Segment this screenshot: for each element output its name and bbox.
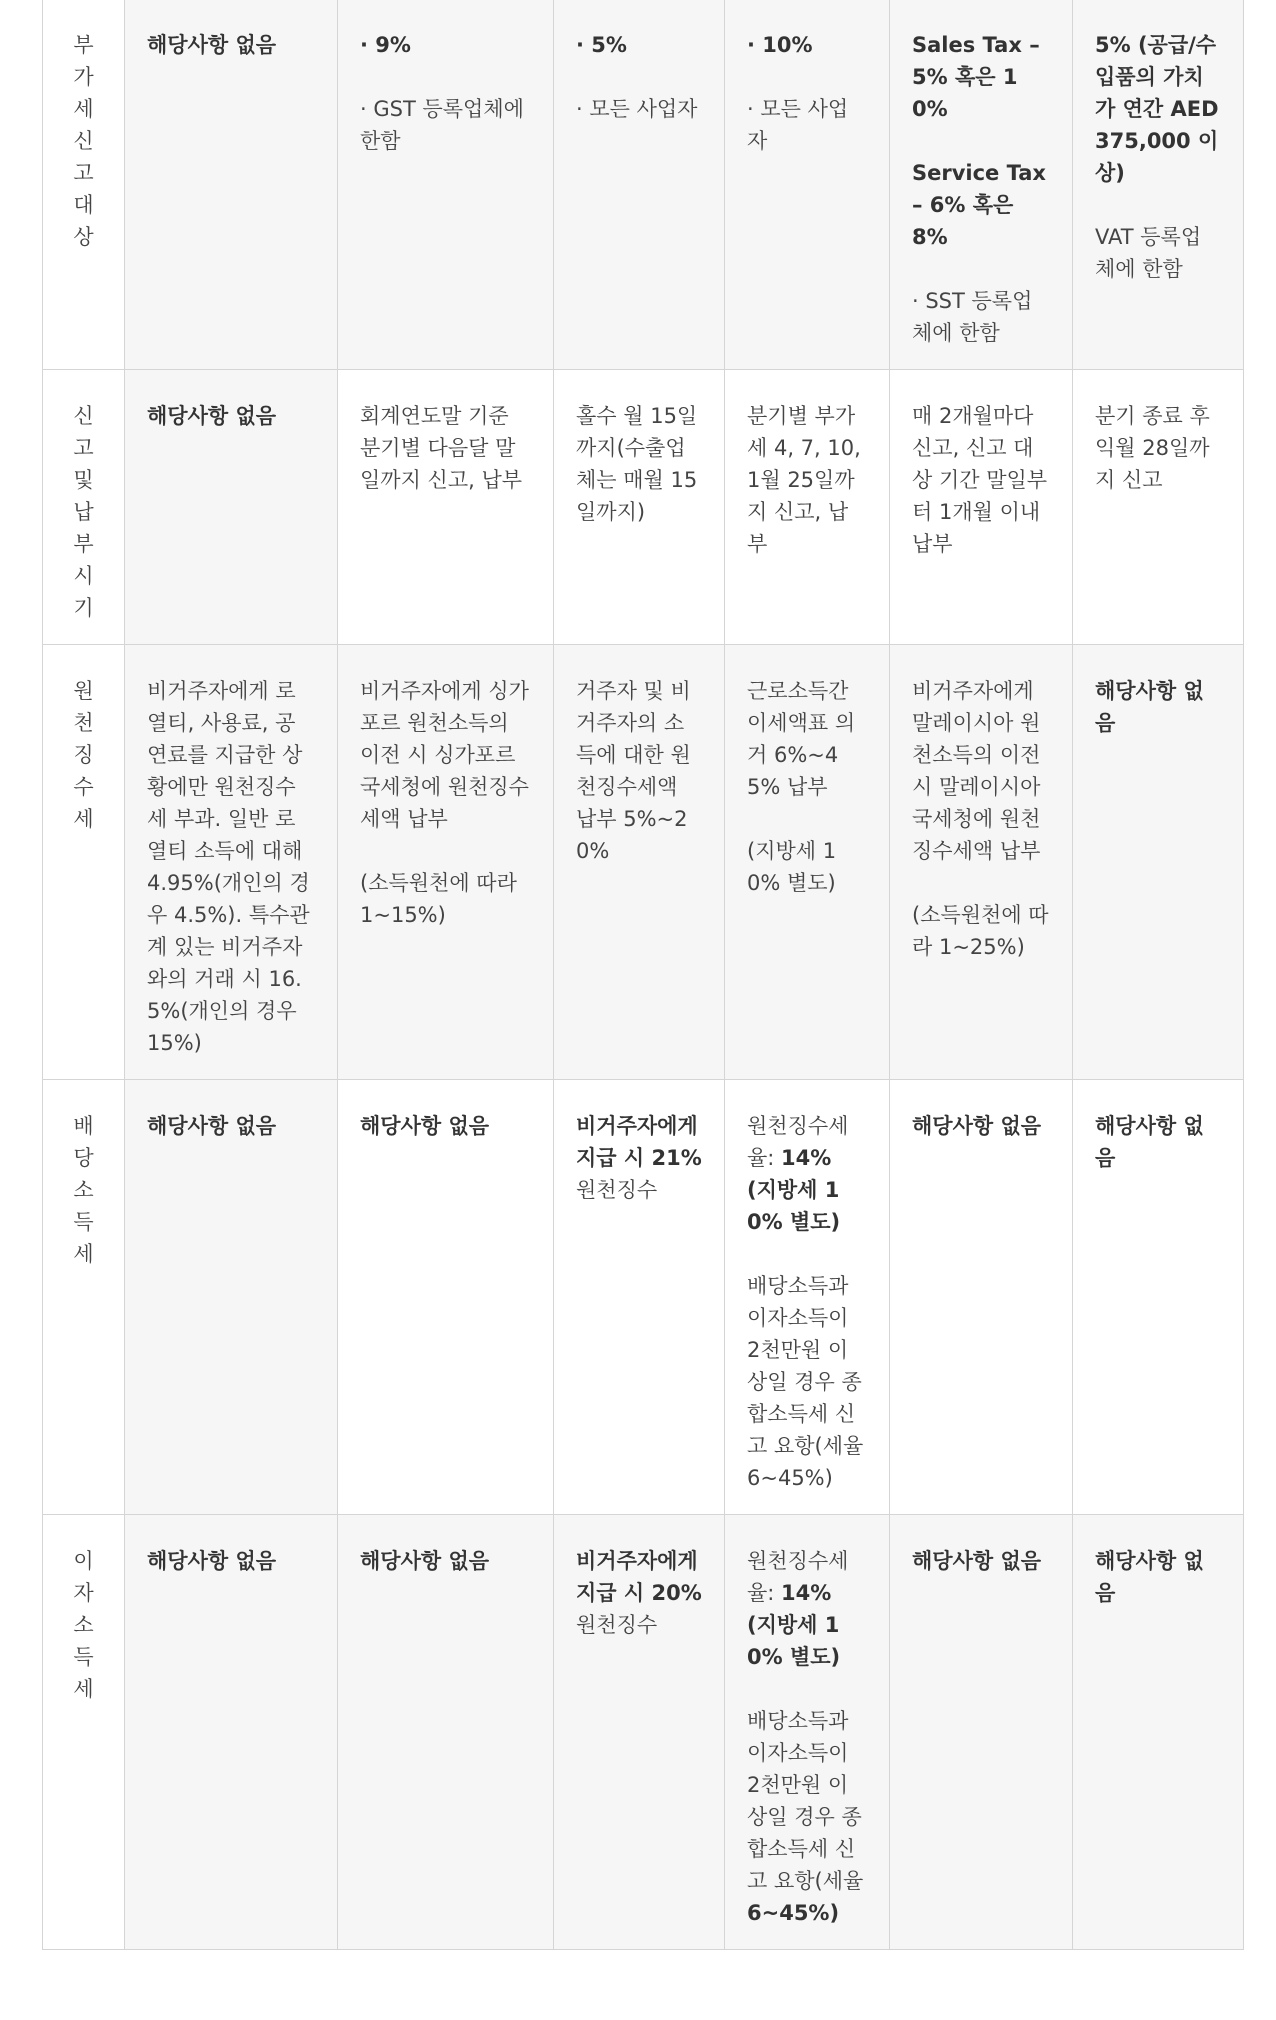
- table-body: [43, 0, 1244, 1950]
- cell-text-bold: Service Tax – 6% 혹은 8%: [912, 161, 1046, 249]
- table-row: [43, 645, 1244, 1080]
- cell-text-bold: 해당사항 없음: [147, 33, 277, 57]
- cell-paragraph: [912, 1110, 1050, 1142]
- table-cell: [890, 1515, 1073, 1950]
- table-cell: [338, 0, 554, 370]
- cell-paragraph: [1095, 1110, 1221, 1174]
- table-row: [43, 370, 1244, 645]
- cell-paragraph: [576, 400, 702, 528]
- cell-text-bold: 해당사항 없음: [360, 1114, 490, 1138]
- cell-paragraph: [147, 675, 315, 1059]
- table-cell: [1073, 645, 1244, 1080]
- cell-text: 비거주자에게 싱가포르 원천소득의 이전 시 싱가포르 국세청에 원천징수세액 납부: [360, 679, 529, 831]
- paragraph-gap: [747, 61, 867, 93]
- row-header-cell: [43, 1515, 125, 1950]
- cell-paragraph: [912, 675, 1050, 867]
- table-cell: [725, 370, 890, 645]
- cell-paragraph: [576, 1110, 702, 1206]
- cell-paragraph: [912, 157, 1050, 253]
- row-header-cell: [43, 0, 125, 370]
- cell-paragraph: [576, 1545, 702, 1641]
- cell-paragraph: [1095, 29, 1221, 189]
- cell-text-bold: · 10%: [747, 33, 813, 57]
- cell-text: 원천징수: [576, 1178, 658, 1202]
- cell-paragraph: [360, 675, 531, 835]
- cell-text: · SST 등록업체에 한함: [912, 289, 1033, 345]
- cell-paragraph: [360, 29, 531, 61]
- table-cell: [1073, 1080, 1244, 1515]
- cell-text: 배당소득과 이자소득이 2천만원 이상일 경우 종합소득세 신고 요항(세율: [747, 1709, 864, 1893]
- cell-text: · GST 등록업체에 한함: [360, 97, 524, 153]
- table-cell: [125, 1515, 338, 1950]
- row-header-cell: [43, 645, 125, 1080]
- cell-paragraph: [912, 899, 1050, 963]
- cell-paragraph: [360, 1545, 531, 1577]
- cell-paragraph: [747, 675, 867, 803]
- cell-paragraph: [912, 29, 1050, 125]
- paragraph-gap: [1095, 189, 1221, 221]
- cell-text: 원천징수: [576, 1613, 658, 1637]
- cell-paragraph: [576, 675, 702, 867]
- table-cell: [725, 0, 890, 370]
- cell-paragraph: [747, 93, 867, 157]
- table-cell: [890, 0, 1073, 370]
- paragraph-gap: [747, 803, 867, 835]
- cell-paragraph: [147, 1545, 315, 1577]
- cell-paragraph: [360, 400, 531, 496]
- row-header-label: 이자소득세: [73, 1549, 94, 1701]
- cell-text-bold: 해당사항 없음: [912, 1549, 1042, 1573]
- table-cell: [725, 1515, 890, 1950]
- cell-text-bold: · 9%: [360, 33, 411, 57]
- paragraph-gap: [912, 867, 1050, 899]
- cell-text-bold: 해당사항 없음: [147, 1114, 277, 1138]
- cell-paragraph: [360, 1110, 531, 1142]
- cell-paragraph: [1095, 675, 1221, 739]
- cell-text-bold: · 5%: [576, 33, 627, 57]
- cell-paragraph: [147, 29, 315, 61]
- paragraph-gap: [912, 125, 1050, 157]
- cell-text: 거주자 및 비거주자의 소득에 대한 원천징수세액 납부 5%~20%: [576, 679, 691, 863]
- table-cell: [125, 370, 338, 645]
- cell-text: (지방세 10% 별도): [747, 839, 837, 895]
- cell-text-bold: 비거주자에게 지급 시 20%: [576, 1549, 702, 1605]
- table-cell: [338, 1080, 554, 1515]
- table-cell: [338, 1515, 554, 1950]
- row-header-label: 신고및납부시기: [73, 404, 94, 620]
- row-header-label: 배당소득세: [73, 1114, 94, 1266]
- paragraph-gap: [360, 835, 531, 867]
- cell-text: · 모든 사업자: [747, 97, 849, 153]
- cell-paragraph: [747, 400, 867, 560]
- table-cell: [554, 645, 725, 1080]
- cell-text-bold: Sales Tax – 5% 혹은 10%: [912, 33, 1040, 121]
- cell-text: VAT 등록업체에 한함: [1095, 225, 1202, 281]
- cell-text: 근로소득간이세액표 의거 6%~45% 납부: [747, 679, 856, 799]
- cell-paragraph: [360, 93, 531, 157]
- cell-paragraph: [747, 835, 867, 899]
- cell-paragraph: [912, 400, 1050, 560]
- cell-paragraph: [1095, 400, 1221, 496]
- row-header-cell: [43, 1080, 125, 1515]
- cell-text-bold: 해당사항 없음: [147, 404, 277, 428]
- table-cell: [725, 645, 890, 1080]
- table-cell: [554, 370, 725, 645]
- cell-text-bold: 비거주자에게 지급 시 21%: [576, 1114, 702, 1170]
- cell-text: 비거주자에게 말레이시아 원천소득의 이전 시 말레이시아 국세청에 원천징수세액 납부: [912, 679, 1041, 863]
- table-cell: [1073, 370, 1244, 645]
- table-cell: [338, 645, 554, 1080]
- table-row: [43, 1515, 1244, 1950]
- table-cell: [890, 645, 1073, 1080]
- table-cell: [125, 645, 338, 1080]
- row-header-label: 부가세신고대상: [73, 33, 94, 249]
- cell-paragraph: [147, 400, 315, 432]
- paragraph-gap: [747, 1238, 867, 1270]
- cell-text: 홀수 월 15일까지(수출업체는 매월 15일까지): [576, 404, 698, 524]
- cell-text-bold: 해당사항 없음: [1095, 1549, 1204, 1605]
- cell-text-bold: 14% (지방세 10% 별도): [747, 1146, 841, 1234]
- cell-text-bold: 해당사항 없음: [147, 1549, 277, 1573]
- cell-text-bold: 14% (지방세 10% 별도): [747, 1581, 841, 1669]
- cell-text-bold: 해당사항 없음: [360, 1549, 490, 1573]
- cell-paragraph: [747, 1110, 867, 1238]
- cell-text-bold: 해당사항 없음: [1095, 1114, 1204, 1170]
- cell-text-bold: 5% (공급/수입품의 가치가 연간 AED 375,000 이상): [1095, 33, 1219, 185]
- cell-paragraph: [912, 1545, 1050, 1577]
- table-cell: [125, 1080, 338, 1515]
- cell-text: · 모든 사업자: [576, 97, 698, 121]
- row-header-cell: [43, 370, 125, 645]
- cell-text: (소득원천에 따라 1~25%): [912, 903, 1049, 959]
- table-cell: [125, 0, 338, 370]
- table-cell: [890, 1080, 1073, 1515]
- table-row: [43, 0, 1244, 370]
- cell-paragraph: [747, 1545, 867, 1673]
- paragraph-gap: [912, 253, 1050, 285]
- table-row: [43, 1080, 1244, 1515]
- cell-paragraph: [1095, 1545, 1221, 1609]
- table-cell: [554, 0, 725, 370]
- cell-text-bold: 해당사항 없음: [1095, 679, 1204, 735]
- cell-paragraph: [747, 1705, 867, 1929]
- cell-text-bold: 6~45%): [747, 1901, 840, 1925]
- row-header-label: 원천징수세: [73, 679, 94, 831]
- table-cell: [890, 370, 1073, 645]
- paragraph-gap: [576, 61, 702, 93]
- cell-text: 회계연도말 기준 분기별 다음달 말일까지 신고, 납부: [360, 404, 523, 492]
- table-cell: [725, 1080, 890, 1515]
- cell-text: 분기별 부가세 4, 7, 10, 1월 25일까지 신고, 납부: [747, 404, 861, 556]
- table-cell: [554, 1515, 725, 1950]
- cell-paragraph: [747, 1270, 867, 1494]
- cell-paragraph: [912, 285, 1050, 349]
- table-cell: [1073, 0, 1244, 370]
- paragraph-gap: [360, 61, 531, 93]
- cell-text: 배당소득과 이자소득이 2천만원 이상일 경우 종합소득세 신고 요항(세율 6~45%): [747, 1274, 864, 1490]
- cell-text: 매 2개월마다 신고, 신고 대상 기간 말일부터 1개월 이내 납부: [912, 404, 1048, 556]
- table-cell: [1073, 1515, 1244, 1950]
- cell-paragraph: [360, 867, 531, 931]
- table-cell: [554, 1080, 725, 1515]
- cell-text-bold: 해당사항 없음: [912, 1114, 1042, 1138]
- cell-text: 원천징수세율:: [747, 1549, 849, 1605]
- cell-text: 분기 종료 후 익월 28일까지 신고: [1095, 404, 1210, 492]
- cell-text: (소득원천에 따라 1~15%): [360, 871, 517, 927]
- cell-paragraph: [576, 29, 702, 61]
- cell-paragraph: [747, 29, 867, 61]
- cell-paragraph: [1095, 221, 1221, 285]
- table-cell: [338, 370, 554, 645]
- cell-paragraph: [147, 1110, 315, 1142]
- cell-text: 비거주자에게 로열티, 사용료, 공연료를 지급한 상황에만 원천징수세 부과. 일반 로열티 소득에 대해 4.95%(개인의 경우 4.5%). 특수관계 있는 비거주자와의 거래 시 16.5%(개인의 경우 15%): [147, 679, 310, 1055]
- cell-text: 원천징수세율:: [747, 1114, 849, 1170]
- paragraph-gap: [747, 1673, 867, 1705]
- cell-paragraph: [576, 93, 702, 125]
- tax-comparison-table: [42, 0, 1244, 1950]
